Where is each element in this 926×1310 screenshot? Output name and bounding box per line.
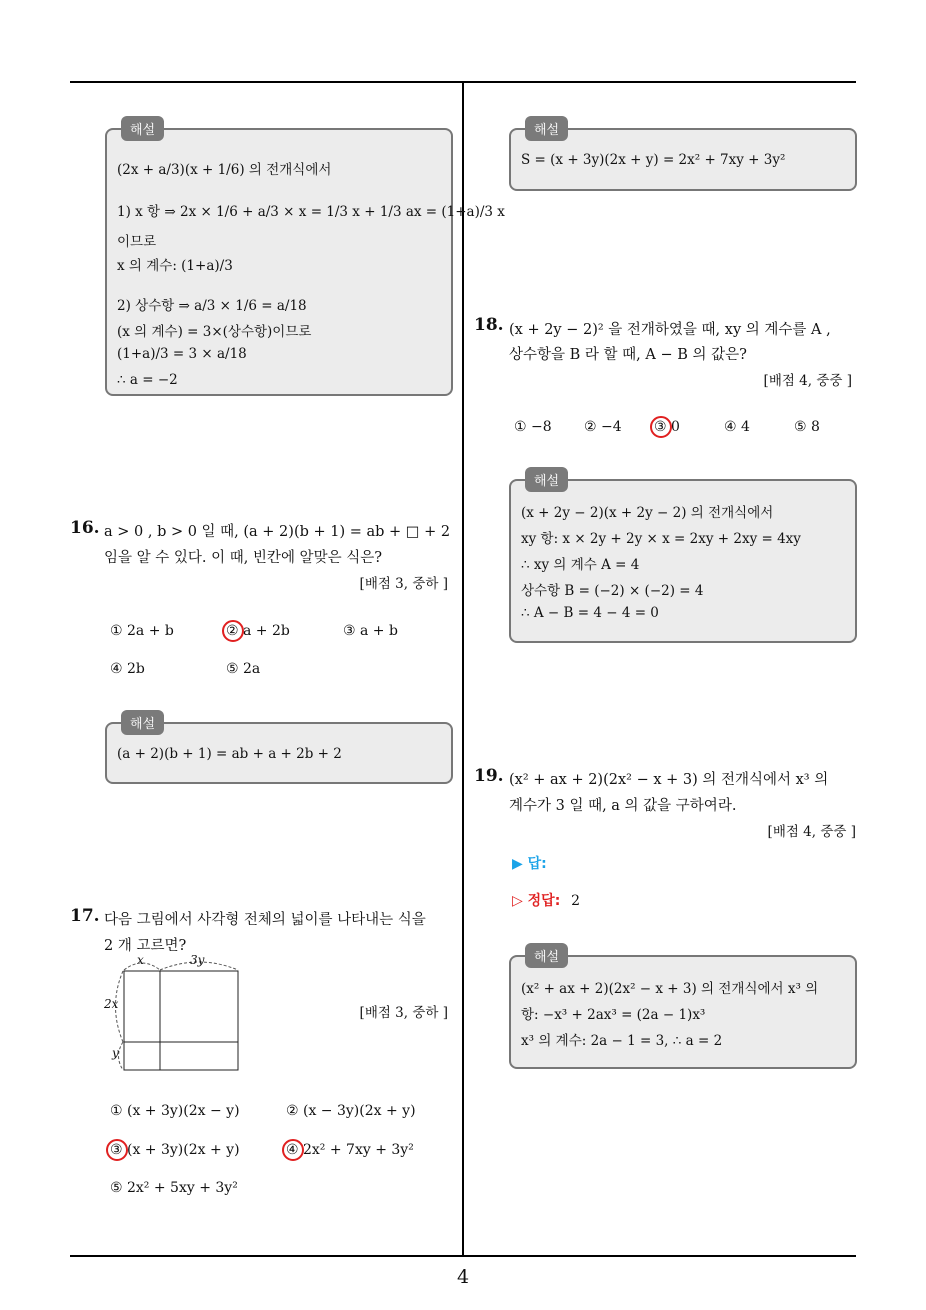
solution-line: ∴ a = −2	[117, 372, 178, 388]
selected-mark-circle	[222, 620, 244, 642]
q17-option-5[interactable]: ⑤ 2x² + 5xy + 3y²	[110, 1180, 238, 1196]
q16-option-5[interactable]: ⑤ 2a	[226, 661, 261, 677]
solution-line: xy 항: x × 2y + 2y × x = 2xy + 2xy = 4xy	[521, 531, 801, 547]
q18-option-2[interactable]: ② −4	[584, 419, 622, 435]
solution-line: (x² + ax + 2)(2x² − x + 3) 의 전개식에서 x³ 의	[521, 981, 819, 997]
solution-line: ∴ A − B = 4 − 4 = 0	[521, 605, 659, 621]
solution-line: (x + 2y − 2)(x + 2y − 2) 의 전개식에서	[521, 505, 774, 521]
q18-option-3[interactable]: ③ 0	[654, 419, 680, 435]
figure-label-y: y	[112, 1046, 119, 1060]
q18-points: [배점 4, 중중 ]	[763, 373, 852, 389]
solution-line: 이므로	[117, 234, 157, 250]
solution-line: x³ 의 계수: 2a − 1 = 3, ∴ a = 2	[521, 1033, 723, 1049]
q19-text-line: 계수가 3 일 때, a 의 값을 구하여라.	[509, 798, 737, 814]
q16-option-2[interactable]: ② a + 2b	[226, 623, 290, 639]
q19-points: [배점 4, 중중 ]	[767, 824, 856, 840]
q17-option-1[interactable]: ① (x + 3y)(2x − y)	[110, 1103, 240, 1119]
q19-solution-box	[509, 950, 857, 1069]
page-number: 4	[456, 1266, 470, 1288]
rectangle-figure	[100, 950, 250, 1075]
solution-tab: 해설	[525, 116, 568, 141]
figure-label-2x: 2x	[104, 997, 119, 1011]
column-divider	[462, 82, 464, 1256]
answer-row	[512, 853, 547, 873]
q17-option-3[interactable]: ③ (x + 3y)(2x + y)	[110, 1142, 240, 1158]
solution-line: (a + 2)(b + 1) = ab + a + 2b + 2	[117, 746, 342, 762]
q16-points: [배점 3, 중하 ]	[359, 576, 448, 592]
q17-points: [배점 3, 중하 ]	[359, 1005, 448, 1021]
solution-line: 상수항 B = (−2) × (−2) = 4	[521, 583, 704, 599]
solution-tab: 해설	[121, 116, 164, 141]
q18-option-5[interactable]: ⑤ 8	[794, 419, 820, 435]
q17-option-4[interactable]: ④ 2x² + 7xy + 3y²	[286, 1142, 414, 1158]
q16-option-3[interactable]: ③ a + b	[343, 623, 398, 639]
answer-label: ▶ 답:	[512, 856, 547, 872]
solution-line: x 의 계수: (1+a)/3	[117, 258, 233, 274]
selected-mark-circle	[650, 416, 672, 438]
selected-mark-circle	[106, 1139, 128, 1161]
solution-tab: 해설	[525, 467, 568, 492]
q16-text-line: a > 0 , b > 0 일 때, (a + 2)(b + 1) = ab + □ + 2	[104, 524, 451, 540]
q18-text-line: (x + 2y − 2)² 을 전개하였을 때, xy 의 계수를 A ,	[509, 322, 831, 338]
q16-option-4[interactable]: ④ 2b	[110, 661, 145, 677]
q19-number: 19.	[474, 766, 504, 786]
solution-tab: 해설	[525, 943, 568, 968]
correct-answer-label: ▷ 정답:	[512, 893, 561, 909]
q16-option-1[interactable]: ① 2a + b	[110, 623, 174, 639]
q19-text-line: (x² + ax + 2)(2x² − x + 3) 의 전개식에서 x³ 의	[509, 772, 829, 788]
solution-line: (x 의 계수) = 3×(상수항)이므로	[117, 324, 312, 340]
q18-option-1[interactable]: ① −8	[514, 419, 552, 435]
q16-text-line: 임을 알 수 있다. 이 때, 빈칸에 알맞은 식은?	[104, 550, 382, 566]
q17-number: 17.	[70, 906, 100, 926]
solution-line: 항: −x³ + 2ax³ = (2a − 1)x³	[521, 1007, 706, 1023]
q17-text-line: 2 개 고르면?	[104, 938, 187, 954]
q18-text-line: 상수항을 B 라 할 때, A − B 의 값은?	[509, 347, 747, 363]
solution-line: ∴ xy 의 계수 A = 4	[521, 557, 640, 573]
q17-option-2[interactable]: ② (x − 3y)(2x + y)	[286, 1103, 416, 1119]
q18-solution-box	[509, 474, 857, 643]
correct-answer-row	[512, 890, 580, 910]
solution-line: 1) x 항 ⇒ 2x × 1/6 + a/3 × x = 1/3 x + 1/3 ax = (1+a)/3 x	[117, 204, 505, 220]
solution-line: (1+a)/3 = 3 × a/18	[117, 346, 247, 362]
selected-mark-circle	[282, 1139, 304, 1161]
solution-line: 2) 상수항 ⇒ a/3 × 1/6 = a/18	[117, 298, 307, 314]
correct-answer-value: 2	[571, 893, 581, 909]
solution-tab: 해설	[121, 710, 164, 735]
q16-solution-box	[105, 717, 453, 784]
q16-number: 16.	[70, 518, 100, 538]
figure-label-x: x	[137, 953, 144, 967]
q17-solution-box	[509, 123, 857, 191]
q18-number: 18.	[474, 315, 504, 335]
bottom-rule	[70, 1255, 856, 1257]
solution-line: S = (x + 3y)(2x + y) = 2x² + 7xy + 3y²	[521, 152, 786, 168]
q17-text-line: 다음 그림에서 사각형 전체의 넓이를 나타내는 식을	[104, 912, 426, 928]
q15-solution-box	[105, 123, 505, 396]
solution-line: (2x + a/3)(x + 1/6) 의 전개식에서	[117, 162, 332, 178]
q18-option-4[interactable]: ④ 4	[724, 419, 750, 435]
figure-label-3y: 3y	[190, 953, 205, 967]
